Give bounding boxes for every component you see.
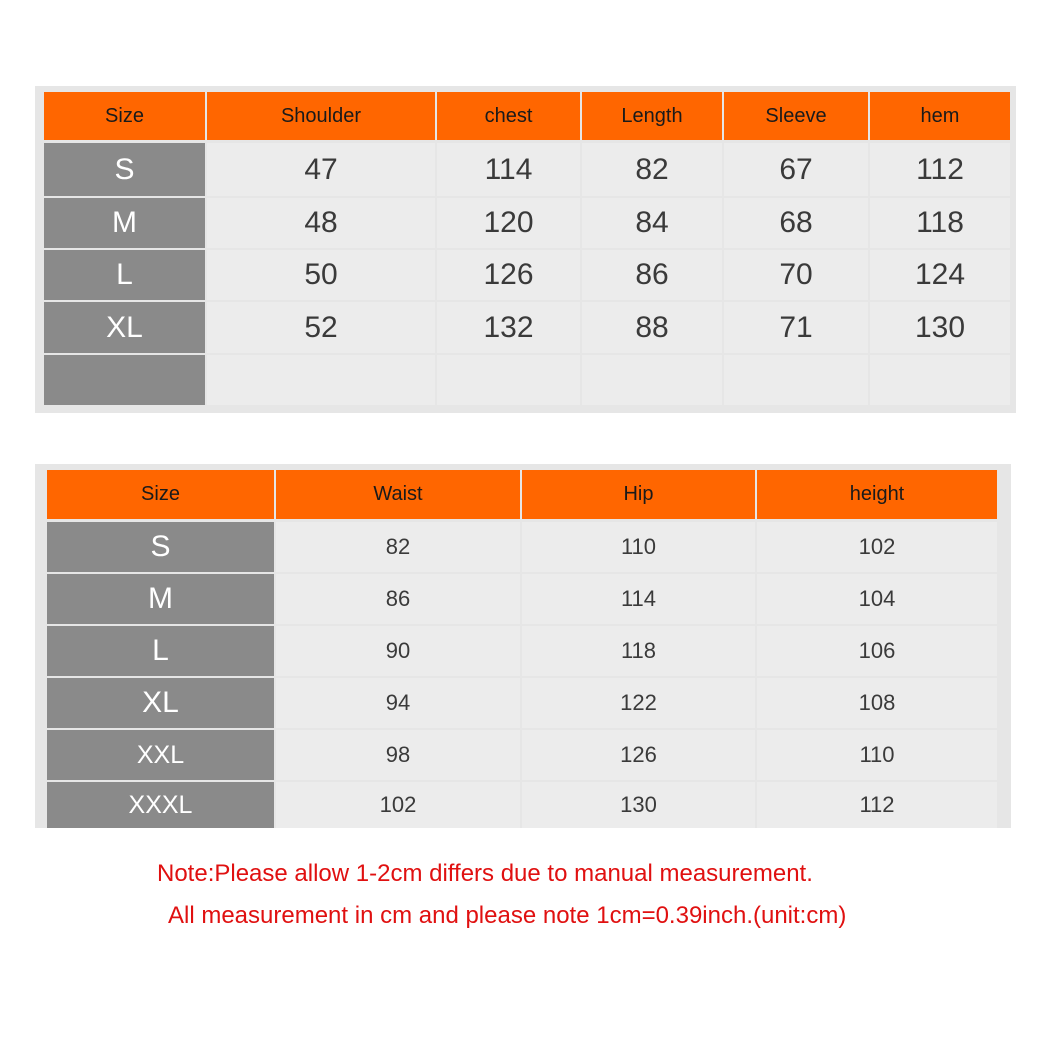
measurement-cell: 120 — [437, 198, 580, 248]
measurement-cell: 106 — [757, 626, 997, 676]
measurement-cell — [582, 355, 722, 405]
measurement-cell: 102 — [757, 522, 997, 572]
measurement-cell: 71 — [724, 302, 868, 353]
size-label-cell: XXL — [47, 730, 274, 780]
measurement-cell: 126 — [522, 730, 755, 780]
measurement-cell: 82 — [582, 143, 722, 196]
size-label-cell: L — [44, 250, 205, 300]
measurement-cell — [724, 355, 868, 405]
measurement-cell: 122 — [522, 678, 755, 728]
header-cell: height — [757, 470, 997, 519]
measurement-cell — [437, 355, 580, 405]
measurement-cell: 110 — [522, 522, 755, 572]
measurement-cell: 118 — [870, 198, 1010, 248]
measurement-cell: 108 — [757, 678, 997, 728]
measurement-cell: 52 — [207, 302, 435, 353]
header-cell: Size — [47, 470, 274, 519]
size-label-cell: S — [47, 522, 274, 572]
size-label-cell: XXXL — [47, 782, 274, 828]
measurement-cell: 104 — [757, 574, 997, 624]
measurement-cell: 67 — [724, 143, 868, 196]
note-line-1: Note:Please allow 1-2cm differs due to manual measurement. — [157, 860, 813, 887]
measurement-cell: 114 — [437, 143, 580, 196]
measurement-cell: 86 — [276, 574, 520, 624]
measurement-cell: 82 — [276, 522, 520, 572]
size-label-cell: XL — [47, 678, 274, 728]
header-cell: hem — [870, 92, 1010, 140]
measurement-cell: 47 — [207, 143, 435, 196]
header-cell: Length — [582, 92, 722, 140]
measurement-cell: 90 — [276, 626, 520, 676]
size-label-cell: L — [47, 626, 274, 676]
measurement-cell: 130 — [870, 302, 1010, 353]
measurement-cell — [870, 355, 1010, 405]
header-cell: Waist — [276, 470, 520, 519]
measurement-cell: 70 — [724, 250, 868, 300]
header-cell: Hip — [522, 470, 755, 519]
size-label-cell: S — [44, 143, 205, 196]
header-cell: Sleeve — [724, 92, 868, 140]
measurement-cell: 98 — [276, 730, 520, 780]
size-label-cell: M — [44, 198, 205, 248]
measurement-cell: 68 — [724, 198, 868, 248]
measurement-cell: 118 — [522, 626, 755, 676]
measurement-cell: 86 — [582, 250, 722, 300]
measurement-cell: 110 — [757, 730, 997, 780]
measurement-cell: 112 — [870, 143, 1010, 196]
header-cell: Size — [44, 92, 205, 140]
header-cell: Shoulder — [207, 92, 435, 140]
measurement-cell: 84 — [582, 198, 722, 248]
measurement-cell: 48 — [207, 198, 435, 248]
measurement-cell: 102 — [276, 782, 520, 828]
measurement-cell: 50 — [207, 250, 435, 300]
measurement-cell: 132 — [437, 302, 580, 353]
note-line-2: All measurement in cm and please note 1cm=0.39inch.(unit:cm) — [168, 902, 847, 929]
size-label-cell: M — [47, 574, 274, 624]
measurement-cell: 88 — [582, 302, 722, 353]
size-label-cell: XL — [44, 302, 205, 353]
header-cell: chest — [437, 92, 580, 140]
size-label-cell — [44, 355, 205, 405]
measurement-cell: 126 — [437, 250, 580, 300]
measurement-cell: 112 — [757, 782, 997, 828]
measurement-cell: 114 — [522, 574, 755, 624]
measurement-cell: 124 — [870, 250, 1010, 300]
measurement-cell: 130 — [522, 782, 755, 828]
measurement-cell: 94 — [276, 678, 520, 728]
measurement-cell — [207, 355, 435, 405]
